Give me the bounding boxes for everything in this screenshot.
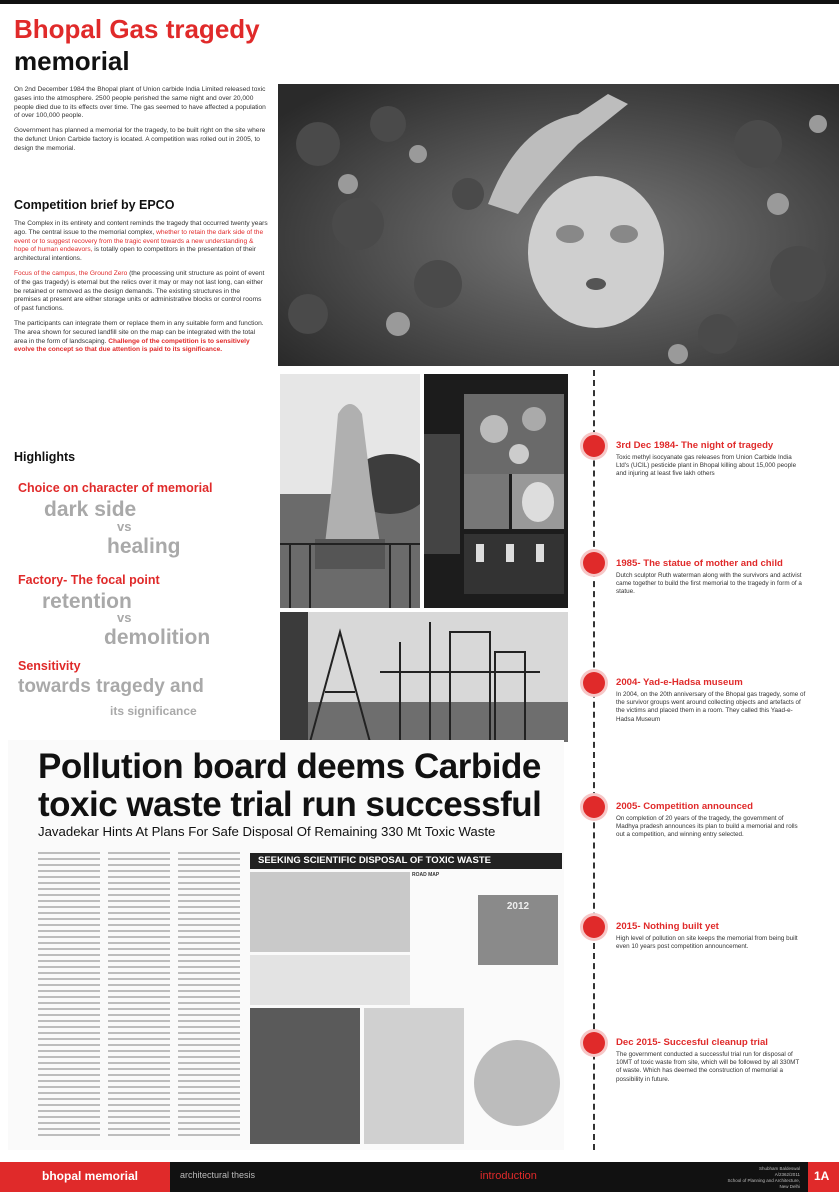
page-number: 1A: [808, 1162, 839, 1192]
brief-paragraph-3: The participants can integrate them or replace them in any suitable form and function. The area shown for secured landfill site on the map can be integrated with the total area in the form of landscaping. Challenge of the competition is to sensitively evolve the concept so that due attention is paid to its significance.: [14, 319, 264, 354]
newspaper-roadmap-label: ROAD MAP: [412, 872, 440, 878]
timeline-marker: [583, 672, 605, 694]
factory-photo: [280, 612, 568, 742]
newspaper-clipping: [8, 740, 564, 1150]
highlight-2-option-a: retention: [42, 590, 132, 613]
timeline-1-text: Toxic methyl isocyanate gas releases from Union Carbide India Ltd's (UCIL) pesticide plant in Bhopal killing about 15,000 people and injuring at least five lakh others: [616, 454, 797, 478]
footer-section: introduction: [480, 1170, 537, 1182]
timeline-marker: [583, 916, 605, 938]
timeline-marker: [583, 1032, 605, 1054]
newspaper-factory-image: [250, 872, 410, 952]
footer-roll: A/2362/2011: [774, 1172, 800, 1177]
highlight-1-heading: Choice on character of memorial: [18, 481, 213, 495]
page-subtitle: memorial: [14, 46, 130, 76]
highlight-3-heading: Sensitivity: [18, 659, 81, 673]
newspaper-tower-image: [250, 1008, 360, 1144]
newspaper-banner: SEEKING SCIENTIFIC DISPOSAL OF TOXIC WASTE: [250, 853, 562, 869]
timeline-3-text: In 2004, on the 20th anniversary of the Bhopal gas tragedy, some of the survivor groups went around collecting objects and artefacts of the victims and placed them in a room. They called this Yaad-e-Hadsa Museum: [616, 691, 806, 723]
footer-author: Shubham Baldeswal: [758, 1166, 800, 1171]
timeline-6-text: The government conducted a successful trial run for disposal of 10MT of toxic waste from site, which will be followed by all 330MT of waste. Which has deemed the construction of memorial a possibility in future.: [616, 1051, 800, 1083]
highlight-2-vs: vs: [117, 610, 132, 625]
timeline-5-text: High level of pollution on site keeps the memorial from being built even 10 years post competition announcement.: [616, 935, 798, 951]
footer-project: bhopal memorial: [0, 1162, 170, 1192]
highlight-2-heading: Factory- The focal point: [18, 573, 160, 587]
footer-credit: [720, 1166, 800, 1190]
intro-text: [14, 86, 268, 160]
top-rule: [0, 0, 839, 4]
newspaper-body-columns: [38, 852, 246, 1144]
timeline-2-title: 1985- The statue of mother and child: [616, 558, 783, 569]
brief-text: [14, 220, 268, 361]
highlight-3-line-1: towards tragedy and: [18, 676, 204, 697]
timeline-marker: [583, 552, 605, 574]
footer-school: School of Planning and Architecture, New Delhi: [727, 1178, 800, 1189]
statue-photo: [280, 374, 420, 608]
timeline-1-title: 3rd Dec 1984- The night of tragedy: [616, 440, 774, 451]
newspaper-year-badge: 2012: [478, 895, 558, 965]
newspaper-headline: Pollution board deems Carbide toxic waste trial run successful: [38, 747, 542, 824]
brief-heading: Competition brief by EPCO: [14, 198, 175, 212]
timeline-4-text: On completion of 20 years of the tragedy, the government of Madhya pradesh announces its plan to build a memorial and rolls out a competition, and winning entry selected.: [616, 815, 798, 839]
highlight-1-option-b: healing: [107, 535, 181, 558]
newspaper-timeline-box: [364, 1008, 464, 1144]
timeline-5-title: 2015- Nothing built yet: [616, 921, 719, 932]
intro-paragraph-1: On 2nd December 1984 the Bhopal plant of Union carbide India Limited released toxic gases into the atmosphere. 2500 people perished the same night and over 20,000 people died due to its effects over time. The gas seemed to have affected a population of over 100,000 people.: [14, 86, 266, 120]
footer-bar: [0, 1162, 839, 1192]
timeline-marker: [583, 796, 605, 818]
timeline-2-text: Dutch sculptor Ruth waterman along with the survivors and activist came together to build the first memorial to the tragedy in form of a statue.: [616, 572, 802, 596]
page-title: Bhopal Gas tragedy: [14, 14, 260, 44]
timeline-6-title: Dec 2015- Succesful cleanup trial: [616, 1037, 768, 1048]
highlights-heading: Highlights: [14, 450, 76, 464]
museum-photo: [424, 374, 568, 608]
tragedy-photo: [278, 84, 839, 366]
timeline-4-title: 2005- Competition announced: [616, 801, 753, 812]
newspaper-subhead: Javadekar Hints At Plans For Safe Disposal Of Remaining 330 Mt Toxic Waste: [38, 824, 496, 839]
highlight-1-option-a: dark side: [44, 498, 137, 521]
newspaper-text-box: [250, 955, 410, 1005]
footer-course: architectural thesis: [180, 1170, 256, 1180]
intro-paragraph-2: Government has planned a memorial for the tragedy, to be built right on the site where the defunct Union Carbide factory is located. A competition was rolled out in 2005, to design the memorial.: [14, 127, 266, 152]
timeline-3-title: 2004- Yad-e-Hadsa museum: [616, 677, 743, 688]
timeline-marker: [583, 435, 605, 457]
brief-paragraph-2: Focus of the campus, the Ground Zero (the processing unit structure as point of event of the gas tragedy) is eternal but the relics over it may or may not last long, can either be retained or removed as the design demands. The existing structures in the premises at present are either storage units or administrative blocks or control rooms of past functions.: [14, 269, 265, 313]
brief-paragraph-1: The Complex in its entirety and content reminds the tragedy that occurred twenty years ago. The central issue to the memorial complex, whether to retain the dark side of the event or to suggest recovery from the tragic event towards a new understanding & hope of human endeavors, is totally open to competitors in the presentation of their architectural intentions.: [14, 220, 268, 263]
highlight-3-line-2: its significance: [110, 704, 197, 718]
newspaper-map-circle: [474, 1040, 560, 1126]
highlight-2-option-b: demolition: [104, 626, 211, 649]
highlight-1-vs: vs: [117, 519, 132, 534]
